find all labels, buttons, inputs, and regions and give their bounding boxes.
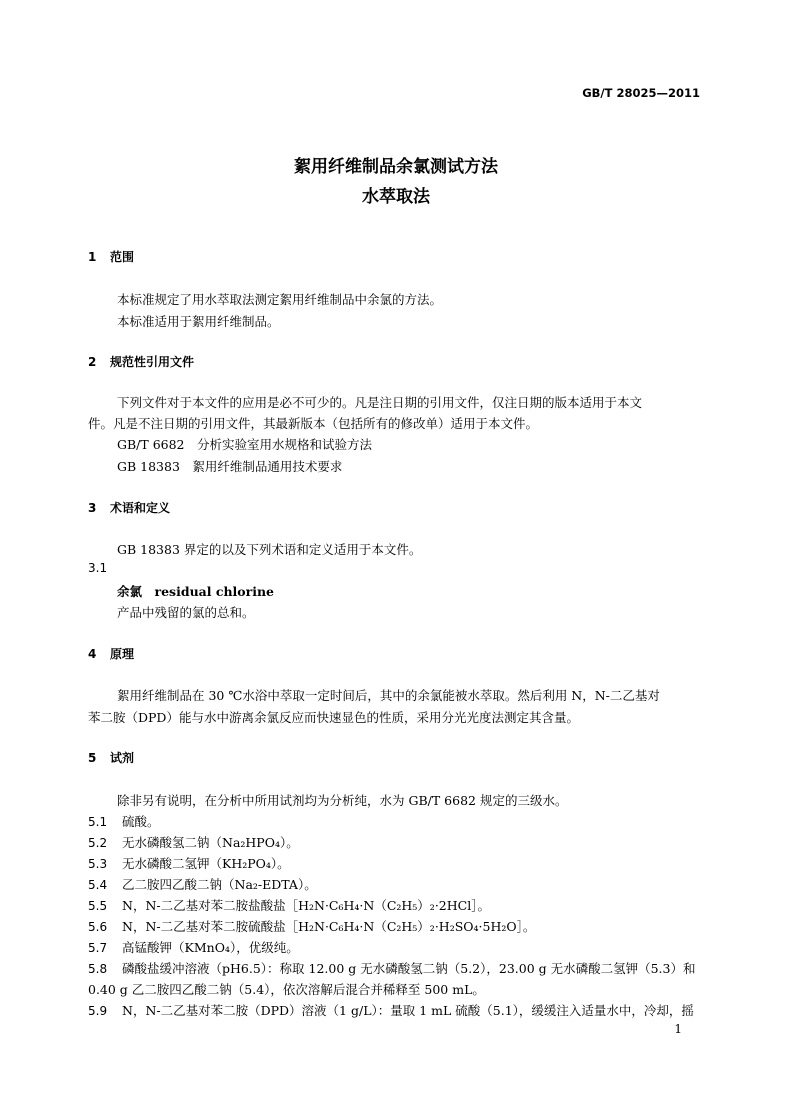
item-number: 5.4 bbox=[88, 878, 108, 892]
subclause-number: 3.1 bbox=[88, 561, 108, 575]
section-number: 2 bbox=[88, 355, 97, 369]
paragraph: GB 18383 界定的以及下列术语和定义适用于本文件。 bbox=[117, 542, 422, 557]
item-text: 高锰酸钾（KMnO₄），优级纯。 bbox=[122, 940, 299, 955]
normative-reference: GB 18383 絮用纤维制品通用技术要求 bbox=[117, 459, 343, 474]
list-item bbox=[88, 833, 299, 851]
paragraph: 下列文件对于本文件的应用是必不可少的。凡是注日期的引用文件，仅注日期的版本适用于本文 bbox=[117, 395, 643, 410]
doc-title: 絮用纤维制品余氯测试方法 bbox=[294, 157, 498, 177]
item-number: 5.2 bbox=[88, 836, 108, 850]
section-number: 1 bbox=[88, 250, 97, 264]
section-5-heading bbox=[88, 749, 134, 766]
section-title: 范围 bbox=[110, 250, 135, 264]
paragraph: 本标准适用于絮用纤维制品。 bbox=[117, 314, 280, 329]
item-number: 5.1 bbox=[88, 815, 108, 829]
item-text: 磷酸盐缓冲溶液（pH6.5）：称取 12.00 g 无水磷酸氢二钠（5.2），23.00 g 无水磷酸二氢钾（5.3）和 bbox=[122, 961, 696, 976]
normative-reference: GB/T 6682 分析实验室用水规格和试验方法 bbox=[117, 437, 373, 452]
list-item bbox=[88, 896, 490, 914]
section-number: 4 bbox=[88, 647, 97, 661]
section-title: 规范性引用文件 bbox=[110, 355, 195, 369]
item-text: 无水磷酸氢二钠（Na₂HPO₄）。 bbox=[122, 835, 299, 850]
list-item bbox=[88, 959, 695, 977]
paragraph: 絮用纤维制品在 30 ℃水浴中萃取一定时间后，其中的余氯能被水萃取。然后利用 N，N-二乙基对 bbox=[117, 688, 660, 703]
term: 余氯 residual chlorine bbox=[117, 584, 275, 599]
item-number: 5.9 bbox=[88, 1004, 108, 1018]
section-number: 3 bbox=[88, 501, 97, 515]
paragraph: 本标准规定了用水萃取法测定絮用纤维制品中余氯的方法。 bbox=[117, 292, 443, 307]
section-title: 试剂 bbox=[110, 751, 135, 765]
item-number: 5.6 bbox=[88, 920, 108, 934]
item-number: 5.8 bbox=[88, 962, 108, 976]
section-1-heading bbox=[88, 248, 134, 265]
item-text: N，N-二乙基对苯二胺（DPD）溶液（1 g/L）：量取 1 mL 硫酸（5.1），缓缓注入适量水中，冷却，摇 bbox=[122, 1003, 694, 1018]
item-text: N，N-二乙基对苯二胺盐酸盐［H₂N·C₆H₄·N（C₂H₅）₂·2HCl］。 bbox=[122, 898, 490, 913]
item-text: N，N-二乙基对苯二胺硫酸盐［H₂N·C₆H₄·N（C₂H₅）₂·H₂SO₄·5H₂O］。 bbox=[122, 919, 536, 934]
page-number: 1 bbox=[674, 1022, 682, 1036]
paragraph-continuation: 苯二胺（DPD）能与水中游离余氯反应而快速显色的性质，采用分光光度法测定其含量。 bbox=[88, 710, 579, 725]
section-title: 原理 bbox=[110, 647, 135, 661]
paragraph-continuation: 件。凡是不注日期的引用文件，其最新版本（包括所有的修改单）适用于本文件。 bbox=[88, 416, 539, 431]
list-item bbox=[88, 917, 535, 935]
item-text: 无水磷酸二氢钾（KH₂PO₄）。 bbox=[122, 856, 290, 871]
item-text: 硫酸。 bbox=[122, 814, 160, 829]
paragraph: 除非另有说明，在分析中所用试剂均为分析纯，水为 GB/T 6682 规定的三级水。 bbox=[117, 793, 568, 808]
section-title: 术语和定义 bbox=[110, 501, 171, 515]
definition: 产品中残留的氯的总和。 bbox=[117, 605, 255, 620]
item-text: 0.40 g 乙二胺四乙酸二钠（5.4），依次溶解后混合并稀释至 500 mL。 bbox=[88, 982, 485, 997]
doc-subtitle: 水萃取法 bbox=[362, 187, 430, 207]
section-3-heading bbox=[88, 499, 170, 516]
list-item bbox=[88, 875, 317, 893]
list-item bbox=[88, 1001, 694, 1019]
section-2-heading bbox=[88, 353, 194, 370]
list-item-continuation bbox=[88, 980, 485, 998]
item-number: 5.3 bbox=[88, 857, 108, 871]
list-item bbox=[88, 812, 160, 830]
standard-code: GB/T 28025—2011 bbox=[582, 86, 700, 100]
item-text: 乙二胺四乙酸二钠（Na₂-EDTA）。 bbox=[122, 877, 317, 892]
item-number: 5.7 bbox=[88, 941, 108, 955]
list-item bbox=[88, 854, 290, 872]
section-4-heading bbox=[88, 645, 134, 662]
item-number: 5.5 bbox=[88, 899, 108, 913]
list-item bbox=[88, 938, 299, 956]
section-number: 5 bbox=[88, 751, 97, 765]
